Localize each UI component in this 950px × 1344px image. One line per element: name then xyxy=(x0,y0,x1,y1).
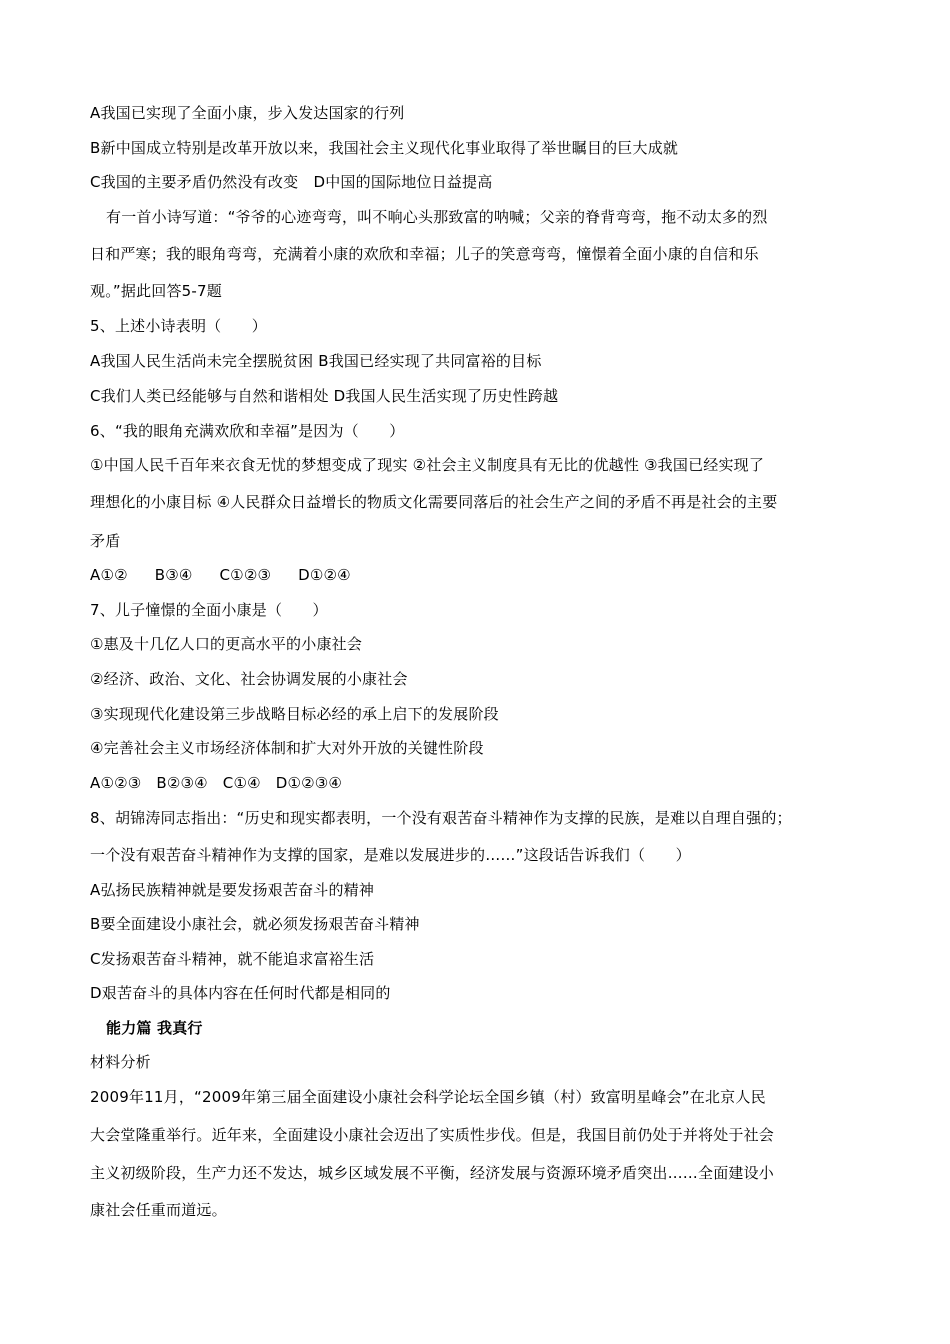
section-heading: 能力篇 我真行 xyxy=(106,1019,203,1037)
material-passage-line-1: 2009年11月，“2009年第三届全面建设小康社会科学论坛全国乡镇（村）致富明星峰会”在北京人民 xyxy=(90,1088,766,1106)
q7-option-c: C①④ xyxy=(222,774,261,792)
question-6: 6、“我的眼角充满欢欣和幸福”是因为（ ） xyxy=(90,422,405,440)
q4-option-c-d: C我国的主要矛盾仍然没有改变 D中国的国际地位日益提高 xyxy=(90,173,493,191)
question-5: 5、上述小诗表明（ ） xyxy=(90,317,267,335)
q5-options-cd: C我们人类已经能够与自然和谐相处 D我国人民生活实现了历史性跨越 xyxy=(90,387,559,405)
material-passage-line-4: 康社会任重而道远。 xyxy=(90,1201,227,1219)
q6-option-a: A①② xyxy=(90,566,128,584)
question-8-line-1: 8、胡锦涛同志指出：“历史和现实都表明，一个没有艰苦奋斗精神作为支撑的民族，是难以自理自强的； xyxy=(90,809,792,827)
q6-statements-line-1: ①中国人民千百年来衣食无忧的梦想变成了现实 ②社会主义制度具有无比的优越性 ③我国已经实现了 xyxy=(90,456,765,474)
q7-option-a: A①②③ xyxy=(90,774,142,792)
question-7: 7、儿子憧憬的全面小康是（ ） xyxy=(90,601,328,619)
q8-option-b: B要全面建设小康社会，就必须发扬艰苦奋斗精神 xyxy=(90,915,420,933)
material-passage-line-3: 主义初级阶段，生产力还不发达，城乡区域发展不平衡，经济发展与资源环境矛盾突出……全面建设小 xyxy=(90,1164,775,1182)
q6-option-b: B③④ xyxy=(154,566,193,584)
q4-option-a: A我国已实现了全面小康，步入发达国家的行列 xyxy=(90,104,405,122)
q6-statements-line-3: 矛盾 xyxy=(90,532,121,550)
material-passage-line-2: 大会堂隆重举行。近年来，全面建设小康社会迈出了实质性步伐。但是，我国目前仍处于并将处于社会 xyxy=(90,1126,775,1144)
q8-option-a: A弘扬民族精神就是要发扬艰苦奋斗的精神 xyxy=(90,881,375,899)
q7-option-d: D①②③④ xyxy=(275,774,343,792)
q7-statement-2: ②经济、政治、文化、社会协调发展的小康社会 xyxy=(90,670,408,688)
question-8-line-2: 一个没有艰苦奋斗精神作为支撑的国家，是难以发展进步的……”这段话告诉我们（ ） xyxy=(90,846,691,864)
q7-option-b: B②③④ xyxy=(156,774,208,792)
q7-options xyxy=(90,773,342,793)
q4-option-b: B新中国成立特别是改革开放以来，我国社会主义现代化事业取得了举世瞩目的巨大成就 xyxy=(90,139,679,157)
q7-statement-3: ③实现现代化建设第三步战略目标必经的承上启下的发展阶段 xyxy=(90,705,499,723)
q6-statements-line-2: 理想化的小康目标 ④人民群众日益增长的物质文化需要同落后的社会生产之间的矛盾不再是社会的主要 xyxy=(90,493,778,511)
q8-option-d: D艰苦奋斗的具体内容在任何时代都是相同的 xyxy=(90,984,391,1002)
poem-passage-line-1: 有一首小诗写道：“爷爷的心迹弯弯，叫不响心头那致富的呐喊；父亲的脊背弯弯，拖不动太多的烈 xyxy=(106,208,768,226)
poem-passage-line-2: 日和严寒；我的眼角弯弯，充满着小康的欢欣和幸福；儿子的笑意弯弯，憧憬着全面小康的自信和乐 xyxy=(90,245,759,263)
q8-option-c: C发扬艰苦奋斗精神，就不能追求富裕生活 xyxy=(90,950,375,968)
q6-options xyxy=(90,565,351,585)
poem-passage-line-3: 观。”据此回答5-7题 xyxy=(90,282,222,300)
q7-statement-1: ①惠及十几亿人口的更高水平的小康社会 xyxy=(90,635,363,653)
q6-option-d: D①②④ xyxy=(298,566,351,584)
q7-statement-4: ④完善社会主义市场经济体制和扩大对外开放的关键性阶段 xyxy=(90,739,484,757)
material-analysis-heading: 材料分析 xyxy=(90,1053,151,1071)
q5-options-ab: A我国人民生活尚未完全摆脱贫困 B我国已经实现了共同富裕的目标 xyxy=(90,352,542,370)
q6-option-c: C①②③ xyxy=(219,566,272,584)
